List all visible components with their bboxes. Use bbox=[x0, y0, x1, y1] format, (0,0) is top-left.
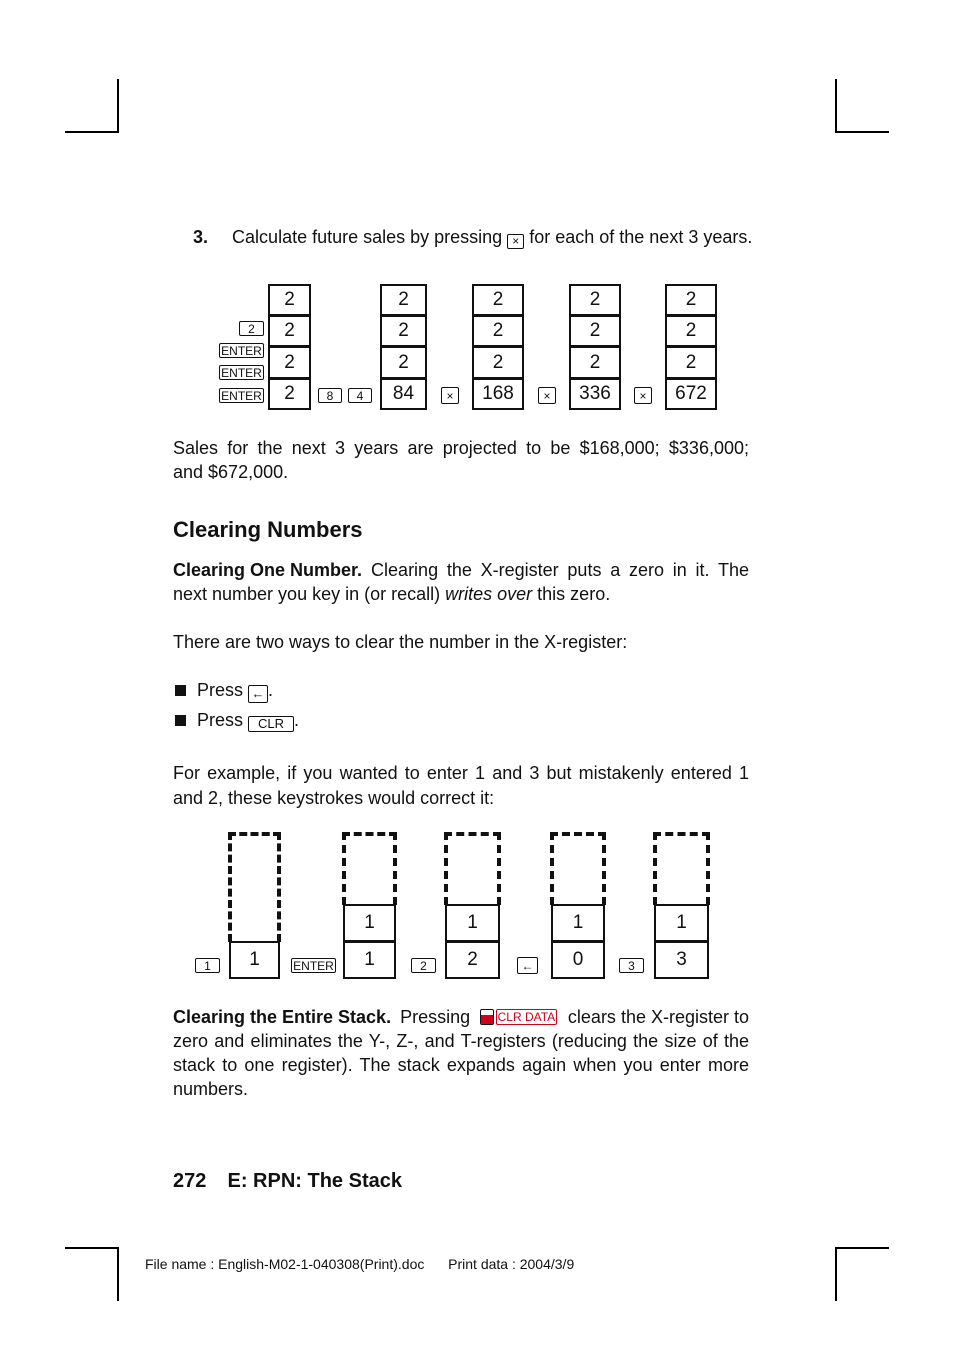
crop-mark bbox=[835, 131, 889, 133]
bullet-item bbox=[197, 708, 299, 732]
multiply-key: × bbox=[507, 234, 524, 249]
enter-key: ENTER bbox=[291, 958, 336, 973]
stack-cell: 2 bbox=[472, 284, 524, 316]
clear-one-line-2 bbox=[173, 582, 749, 606]
stack-cell: 2 bbox=[268, 378, 311, 410]
key-3: 3 bbox=[619, 958, 644, 973]
sales-line-2: and $672,000. bbox=[173, 462, 289, 482]
clr-key: CLR bbox=[248, 716, 294, 732]
bullet-text: Press bbox=[197, 680, 244, 700]
stack-cell: 672 bbox=[665, 378, 717, 410]
stack-cell: 2 bbox=[268, 346, 311, 379]
crop-mark bbox=[835, 79, 837, 133]
empty-stack-register bbox=[653, 832, 710, 905]
stack-cell: 1 bbox=[654, 904, 709, 942]
bullet-suffix: . bbox=[294, 710, 300, 730]
stack-cell: 2 bbox=[665, 315, 717, 347]
example-line-1: For example, if you wanted to enter 1 and 3 but mistakenly entered 1 bbox=[173, 763, 749, 783]
stack-cell: 1 bbox=[343, 904, 396, 942]
stack-cell: 2 bbox=[380, 284, 427, 316]
stack-cell: 2 bbox=[380, 346, 427, 379]
backspace-key: ← bbox=[248, 685, 268, 703]
stack-cell: 2 bbox=[472, 315, 524, 347]
section-heading: Clearing Numbers bbox=[173, 517, 363, 542]
stack-cell: 2 bbox=[380, 315, 427, 347]
key-4: 4 bbox=[348, 388, 372, 403]
stack-cell: 1 bbox=[445, 904, 500, 942]
key-2: 2 bbox=[411, 958, 436, 973]
backspace-key: ← bbox=[517, 957, 538, 974]
example-line-2: and 2, these keystrokes would correct it: bbox=[173, 788, 495, 808]
multiply-key: × bbox=[538, 387, 556, 404]
stack-cell: 2 bbox=[569, 346, 621, 379]
empty-stack-register bbox=[444, 832, 501, 905]
bullet-marker bbox=[175, 685, 186, 696]
enter-key: ENTER bbox=[219, 365, 264, 380]
clear-one-text-b: this zero. bbox=[537, 584, 611, 604]
clear-one-line-1 bbox=[173, 558, 749, 582]
bullet-marker bbox=[175, 715, 186, 726]
stack-cell: 3 bbox=[654, 941, 709, 979]
enter-key: ENTER bbox=[219, 388, 264, 403]
crop-mark bbox=[835, 1247, 837, 1301]
print-date: Print data : 2004/3/9 bbox=[448, 1256, 575, 1272]
step-text: Calculate future sales by pressing bbox=[232, 227, 503, 247]
clear-stack-line-1 bbox=[173, 1005, 749, 1029]
stack-cell: 2 bbox=[472, 346, 524, 379]
crop-mark bbox=[65, 131, 119, 133]
file-name: File name : English-M02-1-040308(Print).doc bbox=[145, 1256, 425, 1272]
stack-cell: 2 bbox=[445, 941, 500, 979]
clear-one-label: Clearing One Number. bbox=[173, 560, 363, 580]
multiply-key: × bbox=[441, 387, 459, 404]
multiply-key: × bbox=[634, 387, 652, 404]
stack-cell: 336 bbox=[569, 378, 621, 410]
file-info bbox=[145, 1256, 574, 1272]
empty-stack-register bbox=[342, 832, 397, 905]
crop-mark bbox=[835, 1247, 889, 1249]
crop-mark bbox=[117, 1247, 119, 1301]
shift-key-fill bbox=[481, 1015, 493, 1024]
stack-cell: 2 bbox=[268, 315, 311, 347]
bullet-item bbox=[197, 678, 273, 702]
stack-cell: 1 bbox=[229, 941, 280, 979]
clear-stack-line-2: zero and eliminates the Y-, Z-, and T-registers (reducing the size of the bbox=[173, 1031, 749, 1051]
step-line bbox=[193, 225, 763, 249]
clear-stack-line-4: numbers. bbox=[173, 1079, 249, 1099]
stack-cell: 0 bbox=[551, 941, 605, 979]
stack-cell: 1 bbox=[551, 904, 605, 942]
empty-stack-register bbox=[228, 832, 281, 942]
clear-one-italic: writes over bbox=[445, 584, 533, 604]
page-number: 272 bbox=[173, 1170, 207, 1192]
page-footer bbox=[173, 1168, 402, 1194]
clr-data-key: CLR DATA bbox=[497, 1010, 556, 1024]
two-ways-text: There are two ways to clear the number in the X-register: bbox=[173, 632, 628, 652]
crop-mark bbox=[65, 1247, 119, 1249]
crop-mark bbox=[117, 79, 119, 133]
stack-cell: 2 bbox=[569, 315, 621, 347]
step-text-after: for each of the next 3 years. bbox=[529, 227, 753, 247]
stack-cell: 2 bbox=[569, 284, 621, 316]
enter-key: ENTER bbox=[219, 343, 264, 358]
key-2: 2 bbox=[239, 321, 264, 336]
chapter-title: E: RPN: The Stack bbox=[227, 1170, 402, 1192]
key-8: 8 bbox=[318, 388, 342, 403]
step-number: 3. bbox=[193, 227, 209, 247]
stack-cell: 2 bbox=[268, 284, 311, 316]
stack-cell: 84 bbox=[380, 378, 427, 410]
sales-line-1: Sales for the next 3 years are projected to be $168,000; $336,000; bbox=[173, 438, 749, 458]
shift-key bbox=[480, 1009, 494, 1025]
stack-cell: 2 bbox=[665, 284, 717, 316]
clear-stack-label: Clearing the Entire Stack. bbox=[173, 1007, 392, 1027]
clear-stack-word: Pressing bbox=[400, 1007, 471, 1027]
clear-one-text-a: next number you key in (or recall) bbox=[173, 584, 441, 604]
key-1: 1 bbox=[195, 958, 220, 973]
clear-stack-text: clears the X-register to bbox=[567, 1007, 749, 1027]
clear-stack-line-3: stack to one register). The stack expands again when you enter more bbox=[173, 1055, 749, 1075]
clear-one-text: Clearing the X-register puts a zero in it. The bbox=[371, 560, 749, 580]
stack-cell: 2 bbox=[665, 346, 717, 379]
bullet-text: Press bbox=[197, 710, 244, 730]
stack-cell: 1 bbox=[343, 941, 396, 979]
stack-cell: 168 bbox=[472, 378, 524, 410]
bullet-suffix: . bbox=[268, 680, 274, 700]
empty-stack-register bbox=[550, 832, 606, 905]
